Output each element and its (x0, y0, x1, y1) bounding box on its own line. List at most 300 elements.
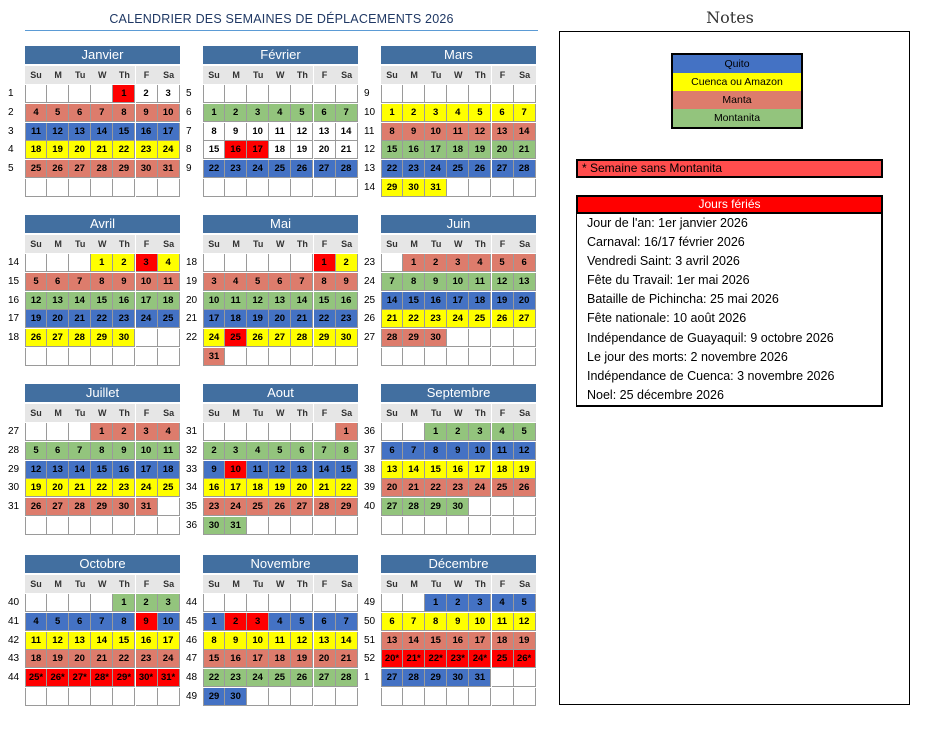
weekday-label: F (492, 575, 514, 593)
day-cell: 18 (25, 141, 47, 159)
week-number: 29 (8, 463, 20, 475)
day-cell (47, 179, 69, 197)
week-number: 5 (186, 88, 192, 99)
day-cell: 23 (113, 479, 135, 497)
day-cell: 6 (381, 613, 403, 631)
day-cell (69, 594, 91, 612)
week-number: 12 (364, 144, 376, 156)
week-number: 18 (8, 332, 20, 344)
day-cell: 5 (269, 442, 291, 460)
day-cell: 13 (269, 292, 291, 310)
day-cell: 15 (425, 632, 447, 650)
day-cell: 26 (514, 479, 536, 497)
week-number: 31 (8, 501, 20, 513)
day-cell (514, 498, 536, 516)
week-number: 3 (8, 125, 14, 137)
weekday-header-row (203, 66, 358, 84)
day-cell: 25 (492, 479, 514, 497)
weekday-label: W (269, 575, 291, 593)
week-number: 49 (186, 691, 198, 702)
weekday-label: Th (469, 404, 491, 422)
week-number: 19 (186, 275, 198, 287)
day-cell: 16 (225, 141, 247, 159)
weekday-label: Sa (336, 575, 358, 593)
day-cell: 16 (447, 632, 469, 650)
day-cell: 7 (336, 104, 358, 122)
day-cell (225, 254, 247, 272)
holiday-item: Le jour des morts: 2 novembre 2026 (587, 349, 788, 364)
day-cell (514, 329, 536, 347)
day-cell: 27 (47, 329, 69, 347)
day-cell: 26 (291, 160, 313, 178)
weekday-label: Th (113, 235, 135, 253)
week-number: 33 (186, 463, 198, 475)
day-cell: 19 (47, 141, 69, 159)
weekday-label: F (136, 66, 158, 84)
day-cell: 23 (136, 650, 158, 668)
day-cell: 27* (69, 669, 91, 687)
day-cell: 13 (47, 461, 69, 479)
week-number: 14 (8, 257, 20, 268)
day-cell: 29 (425, 498, 447, 516)
day-cell (314, 85, 336, 103)
day-cell: 18 (469, 292, 491, 310)
day-cell (47, 517, 69, 535)
day-cell: 26 (47, 160, 69, 178)
day-cell: 3 (469, 423, 491, 441)
day-cell: 27 (291, 498, 313, 516)
weekday-label: Sa (514, 575, 536, 593)
month-header: Novembre (203, 555, 358, 573)
weekday-header-row (25, 235, 180, 253)
day-cell (381, 85, 403, 103)
day-cell: 11 (247, 461, 269, 479)
day-cell (247, 594, 269, 612)
day-cell (269, 348, 291, 366)
day-cell: 28 (381, 329, 403, 347)
day-cell (25, 517, 47, 535)
day-cell: 1 (91, 254, 113, 272)
day-cell (69, 85, 91, 103)
day-cell: 11 (492, 613, 514, 631)
day-cell (247, 423, 269, 441)
month-header: Avril (25, 215, 180, 233)
day-cell (69, 348, 91, 366)
day-cell: 27 (314, 669, 336, 687)
day-cell: 21 (336, 650, 358, 668)
day-cell: 30 (425, 329, 447, 347)
day-cell (336, 348, 358, 366)
day-cell (247, 688, 269, 706)
day-cell (203, 594, 225, 612)
day-cell: 6 (47, 273, 69, 291)
day-cell: 7 (403, 442, 425, 460)
week-number: 27 (8, 426, 20, 437)
weekday-label: Su (203, 66, 225, 84)
day-cell: 21 (91, 141, 113, 159)
week-number: 20 (186, 294, 198, 306)
day-cell (247, 254, 269, 272)
day-cell: 19 (291, 650, 313, 668)
weekday-label: Su (25, 235, 47, 253)
day-cell (269, 85, 291, 103)
day-cell: 24 (447, 310, 469, 328)
week-number: 5 (8, 163, 14, 175)
weekday-label: F (492, 66, 514, 84)
day-cell: 14 (69, 461, 91, 479)
day-cell (225, 348, 247, 366)
day-cell (492, 179, 514, 197)
day-cell: 16 (203, 479, 225, 497)
weekday-label: Sa (514, 66, 536, 84)
day-cell: 17 (247, 141, 269, 159)
day-cell: 10 (425, 123, 447, 141)
day-cell: 1 (381, 104, 403, 122)
day-cell: 16 (136, 123, 158, 141)
day-cell: 26 (291, 669, 313, 687)
day-cell (425, 348, 447, 366)
day-cell: 22 (425, 479, 447, 497)
week-number: 38 (364, 463, 376, 475)
day-cell (492, 348, 514, 366)
day-cell (469, 498, 491, 516)
day-cell: 10 (469, 613, 491, 631)
day-cell: 11 (158, 442, 180, 460)
day-cell (314, 348, 336, 366)
holidays-box (576, 195, 883, 407)
day-cell: 12 (269, 461, 291, 479)
week-number: 36 (364, 426, 376, 437)
day-cell: 3 (247, 104, 269, 122)
day-cell: 24 (136, 479, 158, 497)
day-cell: 22* (425, 650, 447, 668)
weekday-label: Th (469, 235, 491, 253)
day-cell: 5 (25, 442, 47, 460)
week-number: 10 (364, 106, 376, 118)
day-cell: 3 (136, 423, 158, 441)
day-cell: 8 (314, 273, 336, 291)
weekday-header-row (25, 404, 180, 422)
day-cell: 20 (69, 141, 91, 159)
day-cell (269, 423, 291, 441)
day-cell: 9 (136, 104, 158, 122)
day-cell: 15 (425, 461, 447, 479)
week-number: 1 (364, 672, 370, 684)
day-cell: 21 (314, 479, 336, 497)
day-cell: 24 (225, 498, 247, 516)
day-cell: 28* (91, 669, 113, 687)
day-cell (492, 688, 514, 706)
holiday-item: Jour de l'an: 1er janvier 2026 (587, 216, 748, 230)
day-cell: 30 (113, 329, 135, 347)
day-cell: 8 (91, 273, 113, 291)
day-cell: 7 (336, 613, 358, 631)
day-cell (492, 85, 514, 103)
day-cell (225, 594, 247, 612)
day-cell: 11 (447, 123, 469, 141)
day-cell: 8 (113, 613, 135, 631)
holiday-item: Carnaval: 16/17 février 2026 (587, 235, 745, 250)
day-cell: 24 (247, 669, 269, 687)
day-cell: 24* (469, 650, 491, 668)
day-cell: 17 (425, 141, 447, 159)
day-cell: 27 (381, 498, 403, 516)
day-cell: 30* (136, 669, 158, 687)
day-cell: 31 (425, 179, 447, 197)
day-cell (136, 517, 158, 535)
weekday-label: Sa (336, 235, 358, 253)
day-cell: 3 (447, 254, 469, 272)
day-cell: 4 (225, 273, 247, 291)
weekday-label: W (447, 404, 469, 422)
day-cell (25, 594, 47, 612)
weekday-label: W (91, 575, 113, 593)
week-number: 4 (8, 144, 14, 156)
day-cell: 7 (514, 104, 536, 122)
day-cell: 7 (69, 442, 91, 460)
day-cell: 5 (291, 613, 313, 631)
holiday-item: Indépendance de Guayaquil: 9 octobre 2026 (587, 330, 834, 345)
day-cell: 12 (469, 123, 491, 141)
day-cell: 18 (447, 141, 469, 159)
day-cell: 27 (492, 160, 514, 178)
day-cell: 13 (291, 461, 313, 479)
weekday-label: Sa (158, 404, 180, 422)
day-cell: 16 (113, 292, 135, 310)
day-cell: 28 (336, 160, 358, 178)
day-cell: 21 (91, 650, 113, 668)
day-cell: 18 (25, 650, 47, 668)
day-cell: 17 (136, 461, 158, 479)
day-cell (425, 517, 447, 535)
day-cell: 20 (69, 650, 91, 668)
day-cell: 1 (91, 423, 113, 441)
day-cell: 14 (403, 461, 425, 479)
day-cell: 28 (314, 498, 336, 516)
day-cell (447, 688, 469, 706)
day-cell (381, 517, 403, 535)
day-cell: 27 (69, 160, 91, 178)
day-cell (381, 348, 403, 366)
day-cell: 11 (225, 292, 247, 310)
day-cell: 23 (225, 160, 247, 178)
day-cell: 4 (492, 423, 514, 441)
day-cell: 10 (247, 123, 269, 141)
day-cell: 14 (69, 292, 91, 310)
day-cell: 15 (203, 141, 225, 159)
day-cell: 2 (403, 104, 425, 122)
day-cell: 7 (381, 273, 403, 291)
weekday-label: M (225, 235, 247, 253)
day-cell: 4 (25, 104, 47, 122)
day-cell (25, 85, 47, 103)
day-cell: 14 (336, 123, 358, 141)
weekday-label: W (91, 235, 113, 253)
week-number: 31 (186, 426, 198, 437)
day-cell: 31 (469, 669, 491, 687)
day-cell: 30 (225, 688, 247, 706)
weekday-label: Sa (514, 235, 536, 253)
day-cell (25, 179, 47, 197)
day-cell: 9 (425, 273, 447, 291)
day-cell (136, 329, 158, 347)
day-cell: 20* (381, 650, 403, 668)
day-cell: 29 (314, 329, 336, 347)
day-cell (447, 179, 469, 197)
day-cell: 1 (314, 254, 336, 272)
day-cell: 15 (403, 292, 425, 310)
day-cell: 25 (492, 650, 514, 668)
week-number: 52 (364, 653, 376, 665)
day-cell: 7 (91, 613, 113, 631)
day-cell: 24 (247, 160, 269, 178)
day-cell (291, 85, 313, 103)
day-cell: 2 (336, 254, 358, 272)
day-cell: 17 (158, 632, 180, 650)
week-number: 23 (364, 257, 376, 268)
day-cell: 9 (225, 632, 247, 650)
day-cell: 13 (514, 273, 536, 291)
day-cell (425, 85, 447, 103)
day-cell: 6 (314, 104, 336, 122)
day-cell: 7 (69, 273, 91, 291)
week-number: 1 (8, 88, 14, 99)
day-cell: 5 (492, 254, 514, 272)
day-cell (381, 594, 403, 612)
day-cell (492, 498, 514, 516)
day-cell: 17 (469, 461, 491, 479)
day-cell (269, 517, 291, 535)
day-cell: 29 (336, 498, 358, 516)
day-cell: 1 (425, 594, 447, 612)
week-number: 41 (8, 615, 20, 627)
day-cell: 15 (336, 461, 358, 479)
day-cell: 23 (113, 310, 135, 328)
day-cell (247, 517, 269, 535)
weekday-header-row (381, 66, 536, 84)
day-cell: 11 (269, 632, 291, 650)
weekday-label: Th (469, 575, 491, 593)
day-cell: 5 (469, 104, 491, 122)
weekday-label: Sa (158, 575, 180, 593)
day-cell (403, 517, 425, 535)
weekday-header-row (203, 235, 358, 253)
day-cell: 6 (69, 613, 91, 631)
day-cell: 29 (91, 329, 113, 347)
day-cell: 21 (336, 141, 358, 159)
day-cell (136, 688, 158, 706)
day-cell: 20 (269, 310, 291, 328)
weekday-label: Tu (247, 235, 269, 253)
day-cell: 26 (469, 160, 491, 178)
day-cell: 21 (69, 310, 91, 328)
day-cell: 31 (158, 160, 180, 178)
day-cell: 2 (136, 85, 158, 103)
day-cell: 8 (381, 123, 403, 141)
week-number: 9 (364, 88, 370, 99)
day-cell (69, 688, 91, 706)
day-cell: 20 (492, 141, 514, 159)
week-number: 17 (8, 313, 20, 325)
day-cell: 31 (203, 348, 225, 366)
day-cell: 26* (514, 650, 536, 668)
day-cell: 5 (247, 273, 269, 291)
day-cell: 20 (314, 650, 336, 668)
day-cell (291, 423, 313, 441)
day-cell: 14 (403, 632, 425, 650)
weekday-label: F (314, 235, 336, 253)
day-cell (403, 348, 425, 366)
week-number: 30 (8, 482, 20, 494)
day-cell: 9 (447, 613, 469, 631)
weekday-label: Th (113, 575, 135, 593)
day-cell: 9 (403, 123, 425, 141)
day-cell (336, 594, 358, 612)
day-cell: 14 (91, 123, 113, 141)
day-cell (291, 254, 313, 272)
weekday-header-row (203, 404, 358, 422)
day-cell: 31 (136, 498, 158, 516)
day-cell: 4 (447, 104, 469, 122)
day-cell: 18 (158, 292, 180, 310)
day-cell (514, 348, 536, 366)
weekday-header-row (381, 235, 536, 253)
day-cell: 22 (113, 650, 135, 668)
day-cell: 11 (25, 123, 47, 141)
day-cell: 9 (113, 442, 135, 460)
day-cell: 21 (403, 479, 425, 497)
day-cell: 23 (136, 141, 158, 159)
day-cell: 12 (291, 632, 313, 650)
day-cell (69, 254, 91, 272)
week-number: 2 (8, 106, 14, 118)
weekday-label: Tu (69, 575, 91, 593)
weekday-label: W (269, 235, 291, 253)
day-cell: 28 (514, 160, 536, 178)
day-cell: 26 (247, 329, 269, 347)
weekday-label: M (47, 575, 69, 593)
day-cell: 23 (447, 479, 469, 497)
day-cell: 15 (91, 461, 113, 479)
day-cell: 8 (403, 273, 425, 291)
day-cell: 24 (158, 650, 180, 668)
day-cell: 30 (447, 669, 469, 687)
day-cell: 21 (291, 310, 313, 328)
day-cell: 14 (291, 292, 313, 310)
month-header: Septembre (381, 384, 536, 402)
day-cell: 19 (492, 292, 514, 310)
day-cell: 22 (203, 160, 225, 178)
day-cell (469, 329, 491, 347)
week-number: 24 (364, 275, 376, 287)
day-cell (247, 179, 269, 197)
weekday-label: Su (381, 66, 403, 84)
day-cell: 4 (269, 104, 291, 122)
day-cell: 26 (492, 310, 514, 328)
day-cell: 10 (447, 273, 469, 291)
day-cell: 23 (425, 310, 447, 328)
day-cell: 14 (514, 123, 536, 141)
week-number: 42 (8, 634, 20, 646)
weekday-header-row (381, 575, 536, 593)
day-cell: 19 (25, 310, 47, 328)
day-cell (69, 423, 91, 441)
day-cell (492, 329, 514, 347)
day-cell (492, 669, 514, 687)
day-cell: 30 (403, 179, 425, 197)
week-number: 27 (364, 332, 376, 344)
week-number: 16 (8, 294, 20, 306)
